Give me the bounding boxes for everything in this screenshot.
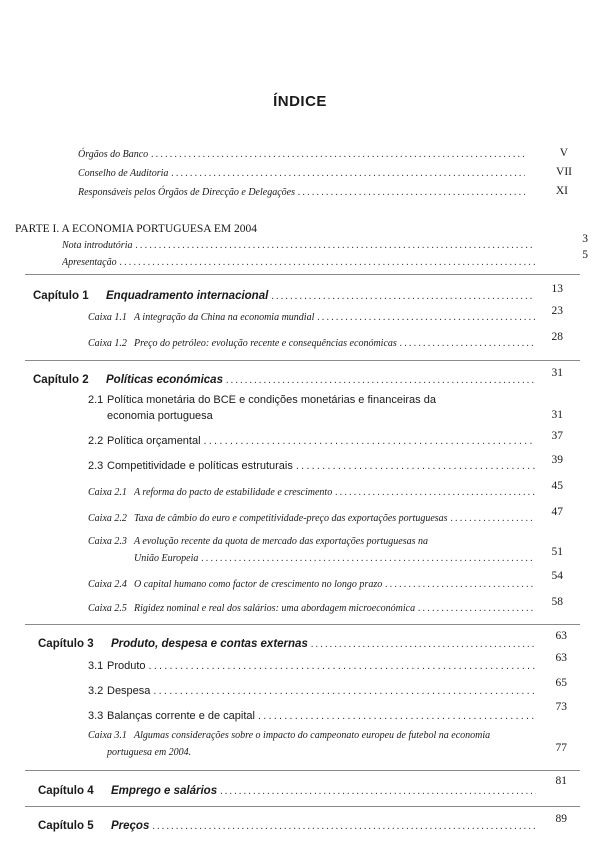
divider (25, 274, 580, 275)
toc-page: 89 (555, 813, 567, 825)
toc-page: VII (556, 166, 572, 178)
toc-label: Responsáveis pelos Órgãos de Direcção e Delegações (78, 187, 295, 198)
box-title-line1: A evolução recente da quota de mercado das exportações portuguesas na (134, 536, 429, 547)
toc-label: Rigidez nominal e real dos salários: uma abordagem microeconómica (134, 603, 416, 614)
toc-label: Política orçamental (107, 435, 201, 447)
section-title-line2: economia portuguesa (107, 410, 213, 422)
chapter-number: Capítulo 5 (38, 820, 94, 832)
toc-entry-caixa-2-2 (134, 511, 538, 527)
toc-label: Produto (107, 660, 146, 672)
toc-label: O capital humano como factor de crescimento no longo prazo (134, 579, 383, 590)
toc-label: Conselho de Auditoria (78, 168, 169, 179)
box-number: Caixa 2.5 (88, 603, 127, 614)
divider (25, 360, 580, 361)
toc-entry-caixa-2-5 (134, 601, 538, 617)
toc-label: Apresentação (62, 257, 117, 268)
toc-entry-2-2 (107, 433, 538, 449)
box-number: Caixa 2.2 (88, 513, 127, 524)
box-number: Caixa 1.2 (88, 338, 127, 349)
toc-page: 39 (551, 454, 563, 466)
divider (25, 770, 580, 771)
toc-page: 51 (551, 546, 563, 558)
chapter-title: Emprego e salários (111, 785, 218, 797)
section-title-line1: Política monetária do BCE e condições monetárias e financeiras da (107, 394, 436, 406)
toc-entry-caixa-1-1 (134, 310, 538, 326)
chapter-number: Capítulo 3 (38, 638, 94, 650)
toc-page: 63 (555, 652, 567, 664)
toc-entry-apresentacao (62, 255, 538, 271)
toc-page: 31 (551, 409, 563, 421)
chapter-number: Capítulo 2 (33, 374, 89, 386)
toc-page: 73 (555, 701, 567, 713)
toc-entry-responsaveis (78, 185, 528, 201)
toc-label: Nota introdutória (62, 240, 133, 251)
toc-entry-nota (62, 238, 538, 254)
divider (25, 624, 580, 625)
box-number: Caixa 1.1 (88, 312, 127, 323)
box-title-line2: portuguesa em 2004. (107, 747, 192, 758)
box-number: Caixa 3.1 (88, 730, 127, 741)
toc-entry-chapter-2 (106, 372, 538, 388)
section-number: 3.1 (88, 660, 104, 672)
part-title: PARTE I. A ECONOMIA PORTUGUESA EM 2004 (15, 223, 257, 235)
section-number: 3.2 (88, 685, 104, 697)
chapter-title: Produto, despesa e contas externas (111, 638, 308, 650)
box-number: Caixa 2.4 (88, 579, 127, 590)
toc-entry-chapter-5 (111, 818, 539, 834)
section-number: 3.3 (88, 710, 104, 722)
toc-entry-orgaos (78, 147, 528, 163)
toc-page: 58 (551, 596, 563, 608)
toc-label: A reforma do pacto de estabilidade e crescimento (134, 487, 333, 498)
section-number: 2.1 (88, 394, 104, 406)
box-title-line1: Algumas considerações sobre o impacto do campeonato europeu de futebol na economia (134, 730, 491, 741)
toc-label: União Europeia (134, 553, 199, 564)
toc-page: 63 (555, 630, 567, 642)
toc-label: Despesa (107, 685, 151, 697)
toc-page: 77 (555, 742, 567, 754)
toc-page: 23 (551, 305, 563, 317)
toc-page: 54 (551, 570, 563, 582)
section-number: 2.3 (88, 460, 104, 472)
chapter-number: Capítulo 1 (33, 290, 89, 302)
toc-page: 31 (551, 367, 563, 379)
chapter-title: Preços (111, 820, 150, 832)
toc-entry-chapter-3 (111, 636, 539, 652)
divider (25, 806, 580, 807)
toc-entry-chapter-1 (106, 288, 538, 304)
toc-label: Preço do petróleo: evolução recente e consequências económicas (134, 338, 397, 349)
page-title: ÍNDICE (273, 93, 327, 110)
toc-entry-3-3 (107, 708, 538, 724)
toc-page: XI (555, 185, 568, 197)
chapter-number: Capítulo 4 (38, 785, 94, 797)
toc-label: A integração da China na economia mundial (134, 312, 315, 323)
toc-label: Taxa de câmbio do euro e competitividade-preço das exportações portuguesas (134, 513, 448, 524)
toc-entry-caixa-1-2 (134, 336, 538, 352)
toc-entry-chapter-4 (111, 783, 539, 799)
toc-page: 5 (582, 249, 588, 261)
toc-label: Órgãos do Banco (78, 149, 149, 160)
toc-label: Competitividade e políticas estruturais (107, 460, 293, 472)
toc-entry-caixa-2-3 (134, 551, 538, 567)
toc-entry-caixa-2-1 (134, 485, 538, 501)
chapter-title: Políticas económicas (106, 374, 223, 386)
toc-page: V (559, 147, 568, 159)
toc-page: 13 (551, 283, 563, 295)
toc-label: Balanças corrente e de capital (107, 710, 255, 722)
toc-page: 65 (555, 677, 567, 689)
toc-page: 47 (551, 506, 563, 518)
toc-page: 37 (551, 430, 563, 442)
toc-page: 45 (551, 480, 563, 492)
box-number: Caixa 2.1 (88, 487, 127, 498)
toc-entry-2-3 (107, 458, 538, 474)
toc-entry-3-2 (107, 683, 538, 699)
toc-page: 28 (551, 331, 563, 343)
toc-page: 3 (582, 233, 588, 245)
section-number: 2.2 (88, 435, 104, 447)
toc-page: 81 (555, 775, 567, 787)
box-number: Caixa 2.3 (88, 536, 127, 547)
toc-entry-3-1 (107, 658, 538, 674)
toc-entry-caixa-2-4 (134, 577, 538, 593)
toc-entry-conselho (78, 166, 528, 182)
chapter-title: Enquadramento internacional (106, 290, 269, 302)
